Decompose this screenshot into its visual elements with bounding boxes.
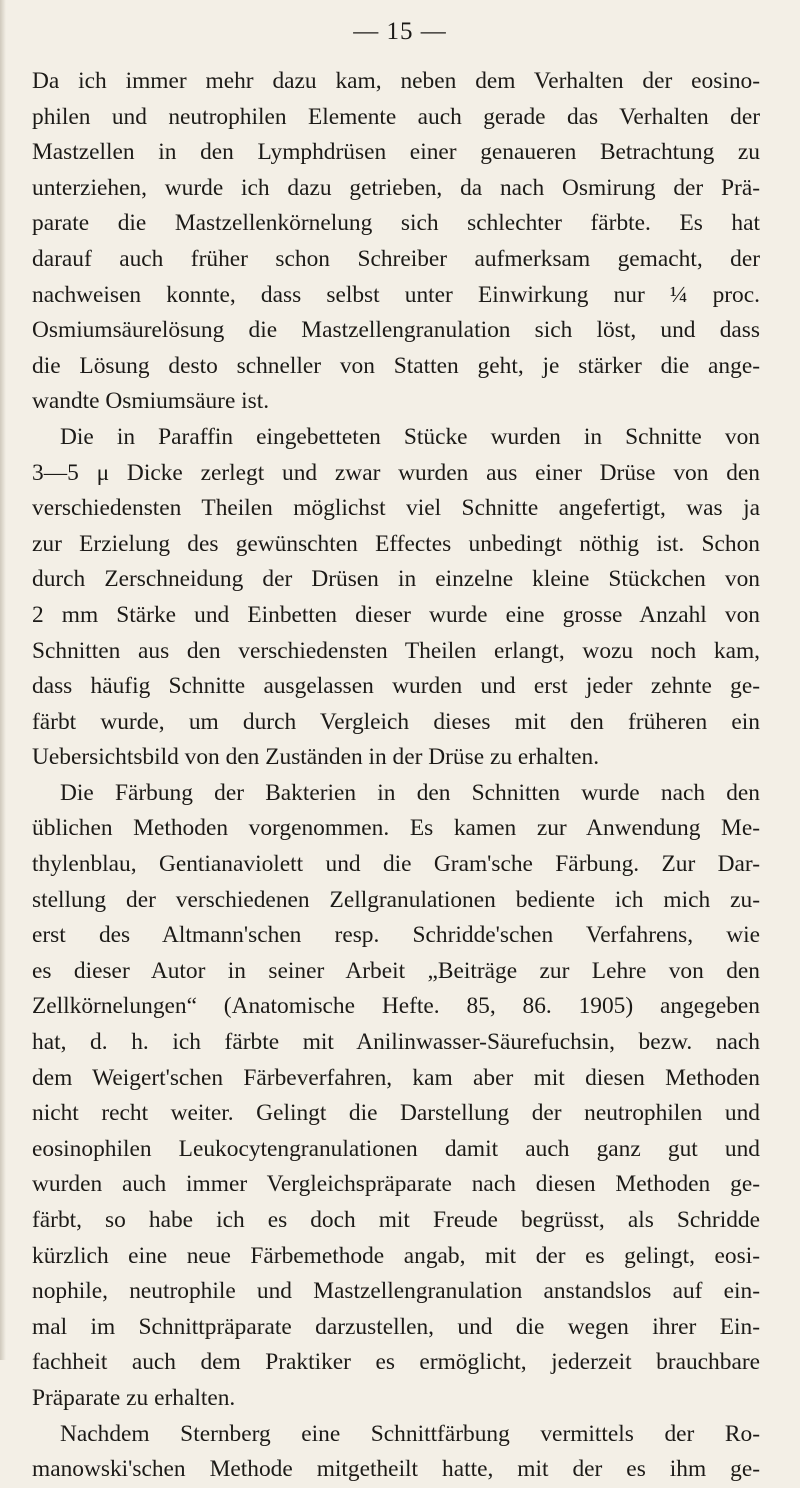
text-line: 2 mm Stärke und Einbetten dieser wurde eine grosse Anzahl von	[32, 601, 760, 628]
text-line: thylenblau, Gentianaviolett und die Gram'sche Färbung. Zur Dar-	[32, 851, 760, 878]
text-line: nophile, neutrophile und Mastzellengranulation anstandslos auf ein-	[32, 1278, 760, 1305]
body-text	[32, 64, 760, 1488]
text-line: die Lösung desto schneller von Statten geht, je stärker die ange-	[32, 352, 760, 379]
text-line: dem Weigert'schen Färbeverfahren, kam aber mit diesen Methoden	[32, 1064, 760, 1091]
text-line: Mastzellen in den Lymphdrüsen einer genaueren Betrachtung zu	[32, 139, 760, 166]
text-line: Uebersichtsbild von den Zuständen in der Drüse zu erhalten.	[32, 744, 600, 771]
text-line: färbt wurde, um durch Vergleich dieses mit den früheren ein	[32, 708, 760, 735]
text-line: durch Zerschneidung der Drüsen in einzelne kleine Stückchen von	[32, 566, 760, 593]
text-line: manowski'schen Methode mitgetheilt hatte, mit der es ihm ge-	[32, 1456, 760, 1483]
text-line: verschiedensten Theilen möglichst viel Schnitte angefertigt, was ja	[32, 495, 760, 522]
text-line: stellung der verschiedenen Zellgranulationen bediente ich mich zu-	[32, 886, 760, 913]
text-line: parate die Mastzellenkörnelung sich schlechter färbte. Es hat	[32, 210, 760, 237]
text-line: nicht recht weiter. Gelingt die Darstellung der neutrophilen und	[32, 1100, 760, 1127]
text-line: färbt, so habe ich es doch mit Freude begrüsst, als Schridde	[32, 1207, 760, 1233]
text-line: Schnitten aus den verschiedensten Theilen erlangt, wozu noch kam,	[32, 637, 760, 664]
text-line: Präparate zu erhalten.	[32, 1384, 236, 1411]
text-line: Zellkörnelungen“ (Anatomische Hefte. 85, 86. 1905) angegeben	[32, 993, 760, 1020]
text-line: Da ich immer mehr dazu kam, neben dem Verhalten der eosino-	[32, 68, 760, 94]
text-line: fachheit auch dem Praktiker es ermöglicht, jederzeit brauchbare	[32, 1349, 760, 1376]
text-line: darauf auch früher schon Schreiber aufmerksam gemacht, der	[32, 245, 760, 272]
text-line: Die in Paraffin eingebetteten Stücke wurden in Schnitte von	[60, 423, 760, 450]
text-line: wurden auch immer Vergleichspräparate nach diesen Methoden ge-	[32, 1171, 760, 1198]
text-line: eosinophilen Leukocytengranulationen damit auch ganz gut und	[32, 1135, 760, 1162]
text-line: philen und neutrophilen Elemente auch gerade das Verhalten der	[32, 103, 760, 130]
text-line: es dieser Autor in seiner Arbeit „Beiträge zur Lehre von den	[32, 957, 760, 984]
text-line: kürzlich eine neue Färbemethode angab, mit der es gelingt, eosi-	[32, 1242, 760, 1269]
text-line: dass häufig Schnitte ausgelassen wurden und erst jeder zehnte ge-	[32, 673, 760, 700]
page-edge-shadow	[0, 0, 6, 1360]
text-line: mal im Schnittpräparate darzustellen, und die wegen ihrer Ein-	[32, 1313, 760, 1340]
text-line: Nachdem Sternberg eine Schnittfärbung vermittels der Ro-	[60, 1420, 760, 1447]
text-line: hat, d. h. ich färbte mit Anilinwasser-Säurefuchsin, bezw. nach	[32, 1029, 760, 1056]
text-line: erst des Altmann'schen resp. Schridde'schen Verfahrens, wie	[32, 922, 760, 949]
page-number: — 15 —	[353, 18, 447, 45]
text-line: wandte Osmiumsäure ist.	[32, 388, 270, 415]
text-line: nachweisen konnte, dass selbst unter Einwirkung nur ¼ proc.	[32, 281, 760, 308]
text-line: 3—5 μ Dicke zerlegt und zwar wurden aus einer Drüse von den	[32, 459, 760, 486]
text-line: Die Färbung der Bakterien in den Schnitten wurde nach den	[60, 779, 760, 806]
text-line: zur Erzielung des gewünschten Effectes unbedingt nöthig ist. Schon	[32, 530, 760, 557]
text-line: üblichen Methoden vorgenommen. Es kamen zur Anwendung Me-	[32, 815, 760, 842]
text-line: unterziehen, wurde ich dazu getrieben, da nach Osmirung der Prä-	[32, 174, 760, 201]
text-line: Osmiumsäurelösung die Mastzellengranulation sich löst, und dass	[32, 317, 760, 344]
